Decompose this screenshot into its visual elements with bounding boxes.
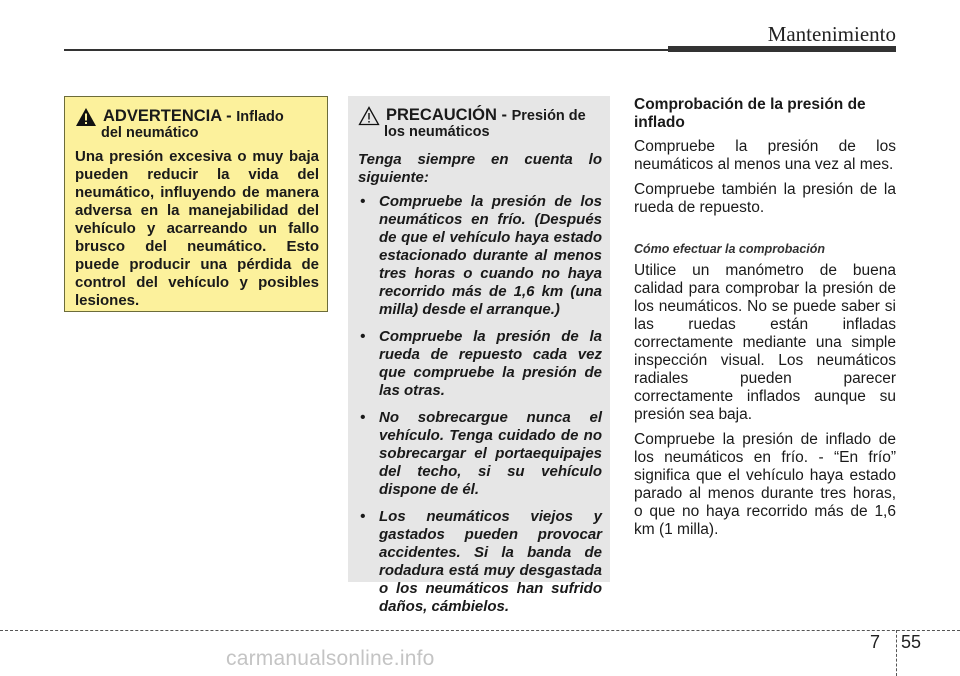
caution-title bbox=[386, 106, 586, 126]
bullet: • bbox=[360, 508, 366, 525]
footer-divider bbox=[896, 630, 897, 676]
main-text-column bbox=[634, 96, 896, 539]
subheading: Cómo efectuar la comprobación bbox=[634, 242, 826, 256]
paragraph: Utilice un manómetro de buena calidad para comprobar la presión de los neumáticos. No se puede saber si las ruedas están infladas correctamente mediante una simple inspección visual. Los neumáticos radiales pueden parecer correctamente inflados aunque su presión sea baja. bbox=[634, 262, 896, 423]
header-rule-accent bbox=[668, 46, 896, 52]
bullet: • bbox=[360, 409, 366, 426]
caution-title-text: Presión de bbox=[511, 108, 586, 124]
warning-label: ADVERTENCIA - bbox=[103, 107, 237, 125]
warning-subtitle: del neumático bbox=[101, 125, 199, 141]
warning-box bbox=[64, 96, 328, 312]
warning-title bbox=[103, 107, 284, 127]
list-item bbox=[358, 193, 602, 319]
warning-header bbox=[75, 107, 319, 127]
page-number: 55 bbox=[901, 632, 922, 652]
list-item-text: Compruebe la presión de la rueda de repuesto cada vez que compruebe la presión de las otras. bbox=[379, 328, 602, 399]
list-item bbox=[358, 328, 602, 400]
list-item bbox=[358, 409, 602, 499]
section-title: Comprobación de la presión de inflado bbox=[634, 96, 866, 131]
caution-list bbox=[358, 193, 602, 616]
warning-title-text: Inflado bbox=[236, 109, 284, 125]
chapter-number: 7 bbox=[870, 632, 881, 652]
list-item-text: Los neumáticos viejos y gastados pueden provocar accidentes. Si la banda de rodadura está muy desgastada o los neumáticos han sufrido daños, cámbielos. bbox=[379, 508, 602, 615]
caution-intro: Tenga siempre en cuenta lo siguiente: bbox=[358, 151, 602, 186]
warning-triangle-icon bbox=[75, 107, 97, 127]
caution-box bbox=[348, 96, 610, 615]
page-header-title: Mantenimiento bbox=[767, 22, 896, 46]
bullet: • bbox=[360, 328, 366, 345]
caution-header bbox=[358, 106, 602, 126]
watermark: carmanualsonline.info bbox=[226, 647, 435, 670]
list-item-text: Compruebe la presión de los neumáticos en frío. (Después de que el vehículo haya estado estacionado durante al menos tres horas o cuando no haya recorrido más de 1,6 km (una milla) desde el arranque.) bbox=[379, 193, 602, 318]
list-item-text: No sobrecargue nunca el vehículo. Tenga cuidado de no sobrecargar el portaequipajes del techo, si su vehículo dispone de él. bbox=[379, 409, 602, 498]
caution-triangle-icon bbox=[358, 106, 380, 126]
warning-body: Una presión excesiva o muy baja pueden reducir la vida del neumático, influyendo de manera adversa en la manejabilidad del vehículo y acarreando un fallo brusco del neumático. Esto puede producir una pérdida de control del vehículo y posibles lesiones. bbox=[75, 148, 319, 309]
bullet: • bbox=[360, 193, 366, 210]
footer-rule bbox=[0, 630, 960, 631]
paragraph: Compruebe la presión de inflado de los neumáticos en frío. - “En frío” significa que el vehículo haya estado parado al menos durante tres horas, o que no haya recorrido más de 1,6 km (1 milla). bbox=[634, 431, 896, 538]
paragraph: Compruebe también la presión de la rueda de repuesto. bbox=[634, 181, 896, 216]
paragraph: Compruebe la presión de los neumáticos al menos una vez al mes. bbox=[634, 138, 896, 173]
caution-subtitle: los neumáticos bbox=[384, 124, 490, 140]
caution-label: PRECAUCIÓN - bbox=[386, 106, 512, 124]
list-item bbox=[358, 508, 602, 616]
